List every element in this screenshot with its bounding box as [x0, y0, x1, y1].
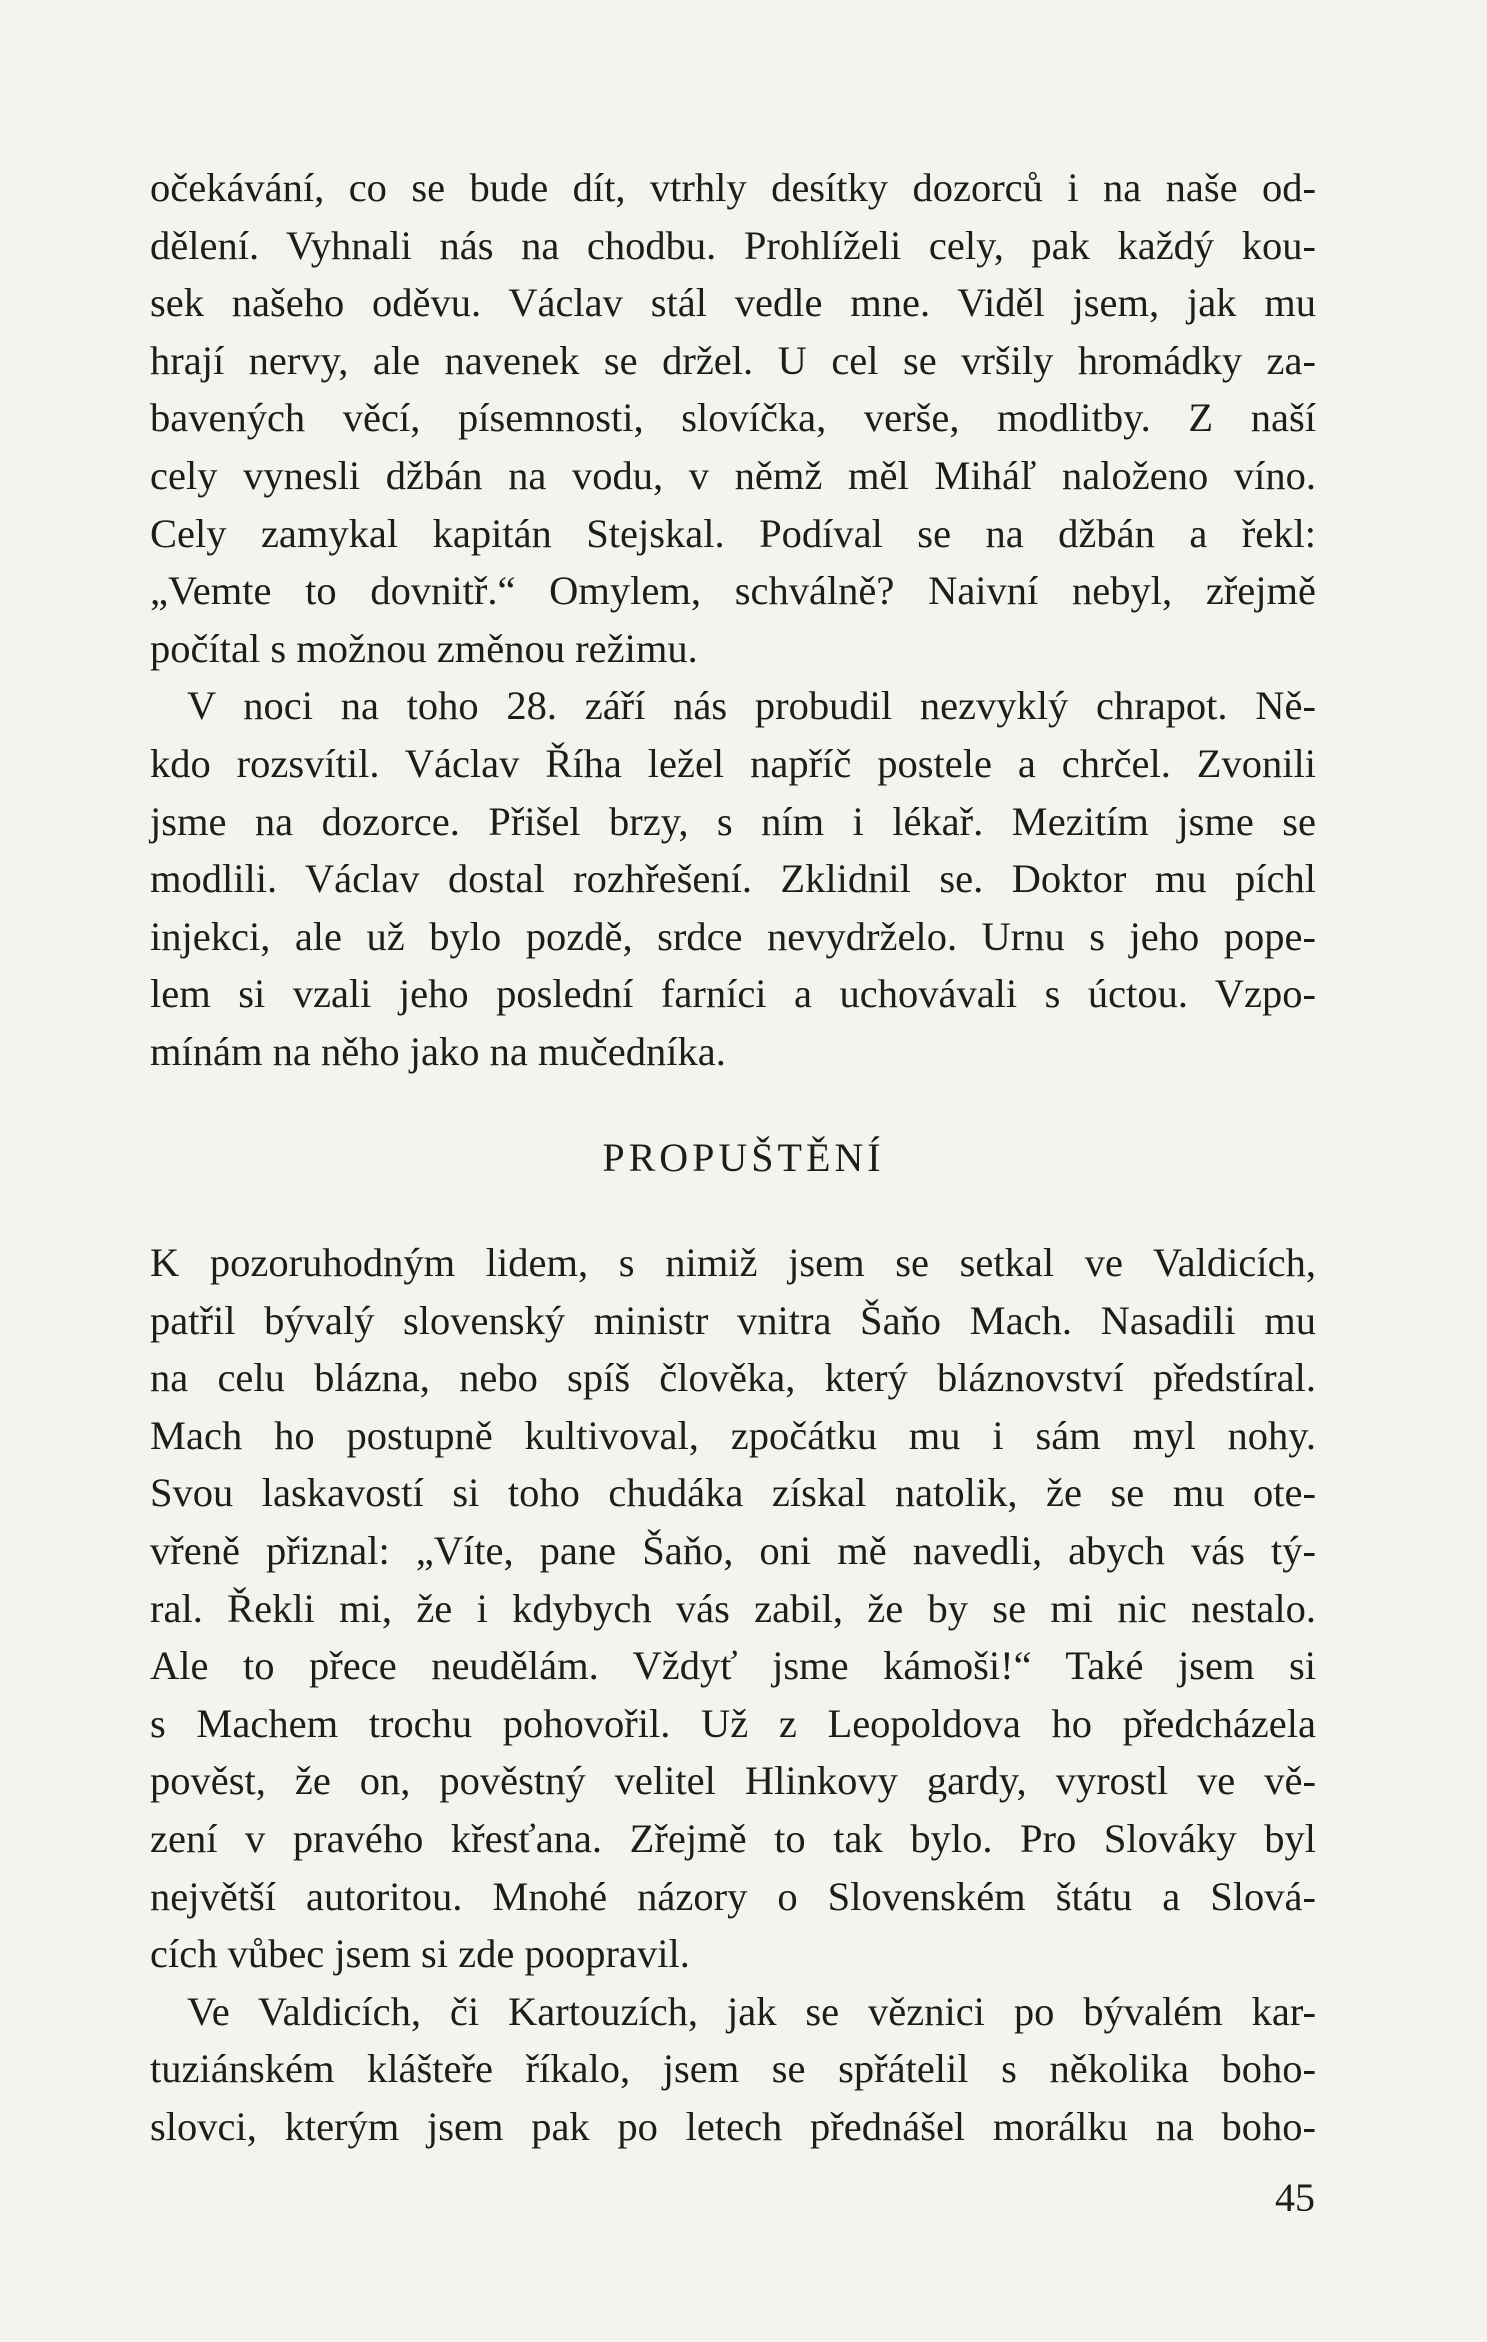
text-line: Svou laskavostí si toho chudáka získal natolik, že se mu ote-: [150, 1470, 1316, 1516]
text-line: tuziánském klášteře říkalo, jsem se spřátelil s několika boho-: [150, 2046, 1316, 2092]
text-line: lem si vzali jeho poslední farníci a uchovávali s úctou. Vzpo-: [150, 971, 1316, 1017]
text-line: K pozoruhodným lidem, s nimiž jsem se setkal ve Valdicích,: [150, 1240, 1316, 1285]
text-line: Cely zamykal kapitán Stejskal. Podíval se na džbán a řekl:: [150, 510, 1316, 556]
text-line: zení v pravého křesťana. Zřejmě to tak bylo. Pro Slováky byl: [150, 1815, 1316, 1861]
section-heading: PROPUŠTĚNÍ: [602, 1135, 885, 1180]
text-line: Ale to přece neudělám. Vždyť jsme kámoši!“ Také jsem si: [150, 1643, 1316, 1689]
text-section-after-heading: [150, 1234, 1316, 2156]
paragraph-1: [150, 159, 1316, 677]
text-line: modlili. Václav dostal rozhřešení. Zklidnil se. Doktor mu píchl: [150, 856, 1316, 902]
text-line: dělení. Vyhnali nás na chodbu. Prohlíželi cely, pak každý kou-: [150, 222, 1316, 268]
text-line: největší autoritou. Mnohé názory o Slovenském štátu a Slová-: [150, 1873, 1316, 1919]
text-line: injekci, ale už bylo pozdě, srdce nevydrželo. Urnu s jeho pope-: [150, 913, 1316, 959]
paragraph-4: [150, 1983, 1316, 2156]
text-line: s Machem trochu pohovořil. Už z Leopoldova ho předcházela: [150, 1700, 1316, 1746]
text-line: kdo rozsvítil. Václav Říha ležel napříč postele a chrčel. Zvonili: [150, 740, 1316, 786]
text-line: počítal s možnou změnou režimu.: [150, 625, 698, 671]
text-line: bavených věcí, písemnosti, slovíčka, verše, modlitby. Z naší: [150, 395, 1316, 441]
text-line: Mach ho postupně kultivoval, zpočátku mu i sám myl nohy.: [150, 1412, 1316, 1458]
text-line: na celu blázna, nebo spíš člověka, který bláznovství předstíral.: [150, 1355, 1316, 1401]
paragraph-2: [150, 677, 1316, 1080]
text-line: pověst, že on, pověstný velitel Hlinkovy gardy, vyrostl ve vě-: [150, 1758, 1316, 1804]
text-line: hrají nervy, ale navenek se držel. U cel se vršily hromádky za-: [150, 337, 1316, 383]
text-line: mínám na něho jako na mučedníka.: [150, 1028, 726, 1074]
text-line: V noci na toho 28. září nás probudil nezvyklý chrapot. Ně-: [187, 683, 1316, 729]
text-line: ral. Řekli mi, že i kdybych vás zabil, že by se mi nic nestalo.: [150, 1585, 1316, 1631]
paragraph-3: [150, 1234, 1316, 1983]
text-line: vřeně přiznal: „Víte, pane Šaňo, oni mě navedli, abych vás tý-: [150, 1527, 1316, 1573]
text-line: sek našeho oděvu. Václav stál vedle mne. Viděl jsem, jak mu: [150, 280, 1316, 326]
text-section-before-heading: [150, 159, 1316, 1081]
text-line: patřil bývalý slovenský ministr vnitra Šaňo Mach. Nasadili mu: [150, 1297, 1316, 1343]
text-line: cích vůbec jsem si zde poopravil.: [150, 1931, 690, 1977]
text-line: slovci, kterým jsem pak po letech přednášel morálku na boho-: [150, 2103, 1316, 2149]
text-line: jsme na dozorce. Přišel brzy, s ním i lékař. Mezitím jsme se: [150, 798, 1316, 844]
text-line: cely vynesli džbán na vodu, v němž měl Miháľ naloženo víno.: [150, 452, 1316, 498]
text-line: Ve Valdicích, či Kartouzích, jak se věznici po bývalém kar-: [187, 1988, 1316, 2034]
page-number: 45: [1275, 2175, 1315, 2220]
text-line: očekávání, co se bude dít, vtrhly desítky dozorců i na naše od-: [150, 165, 1316, 210]
text-line: „Vemte to dovnitř.“ Omylem, schválně? Naivní nebyl, zřejmě: [150, 568, 1316, 614]
